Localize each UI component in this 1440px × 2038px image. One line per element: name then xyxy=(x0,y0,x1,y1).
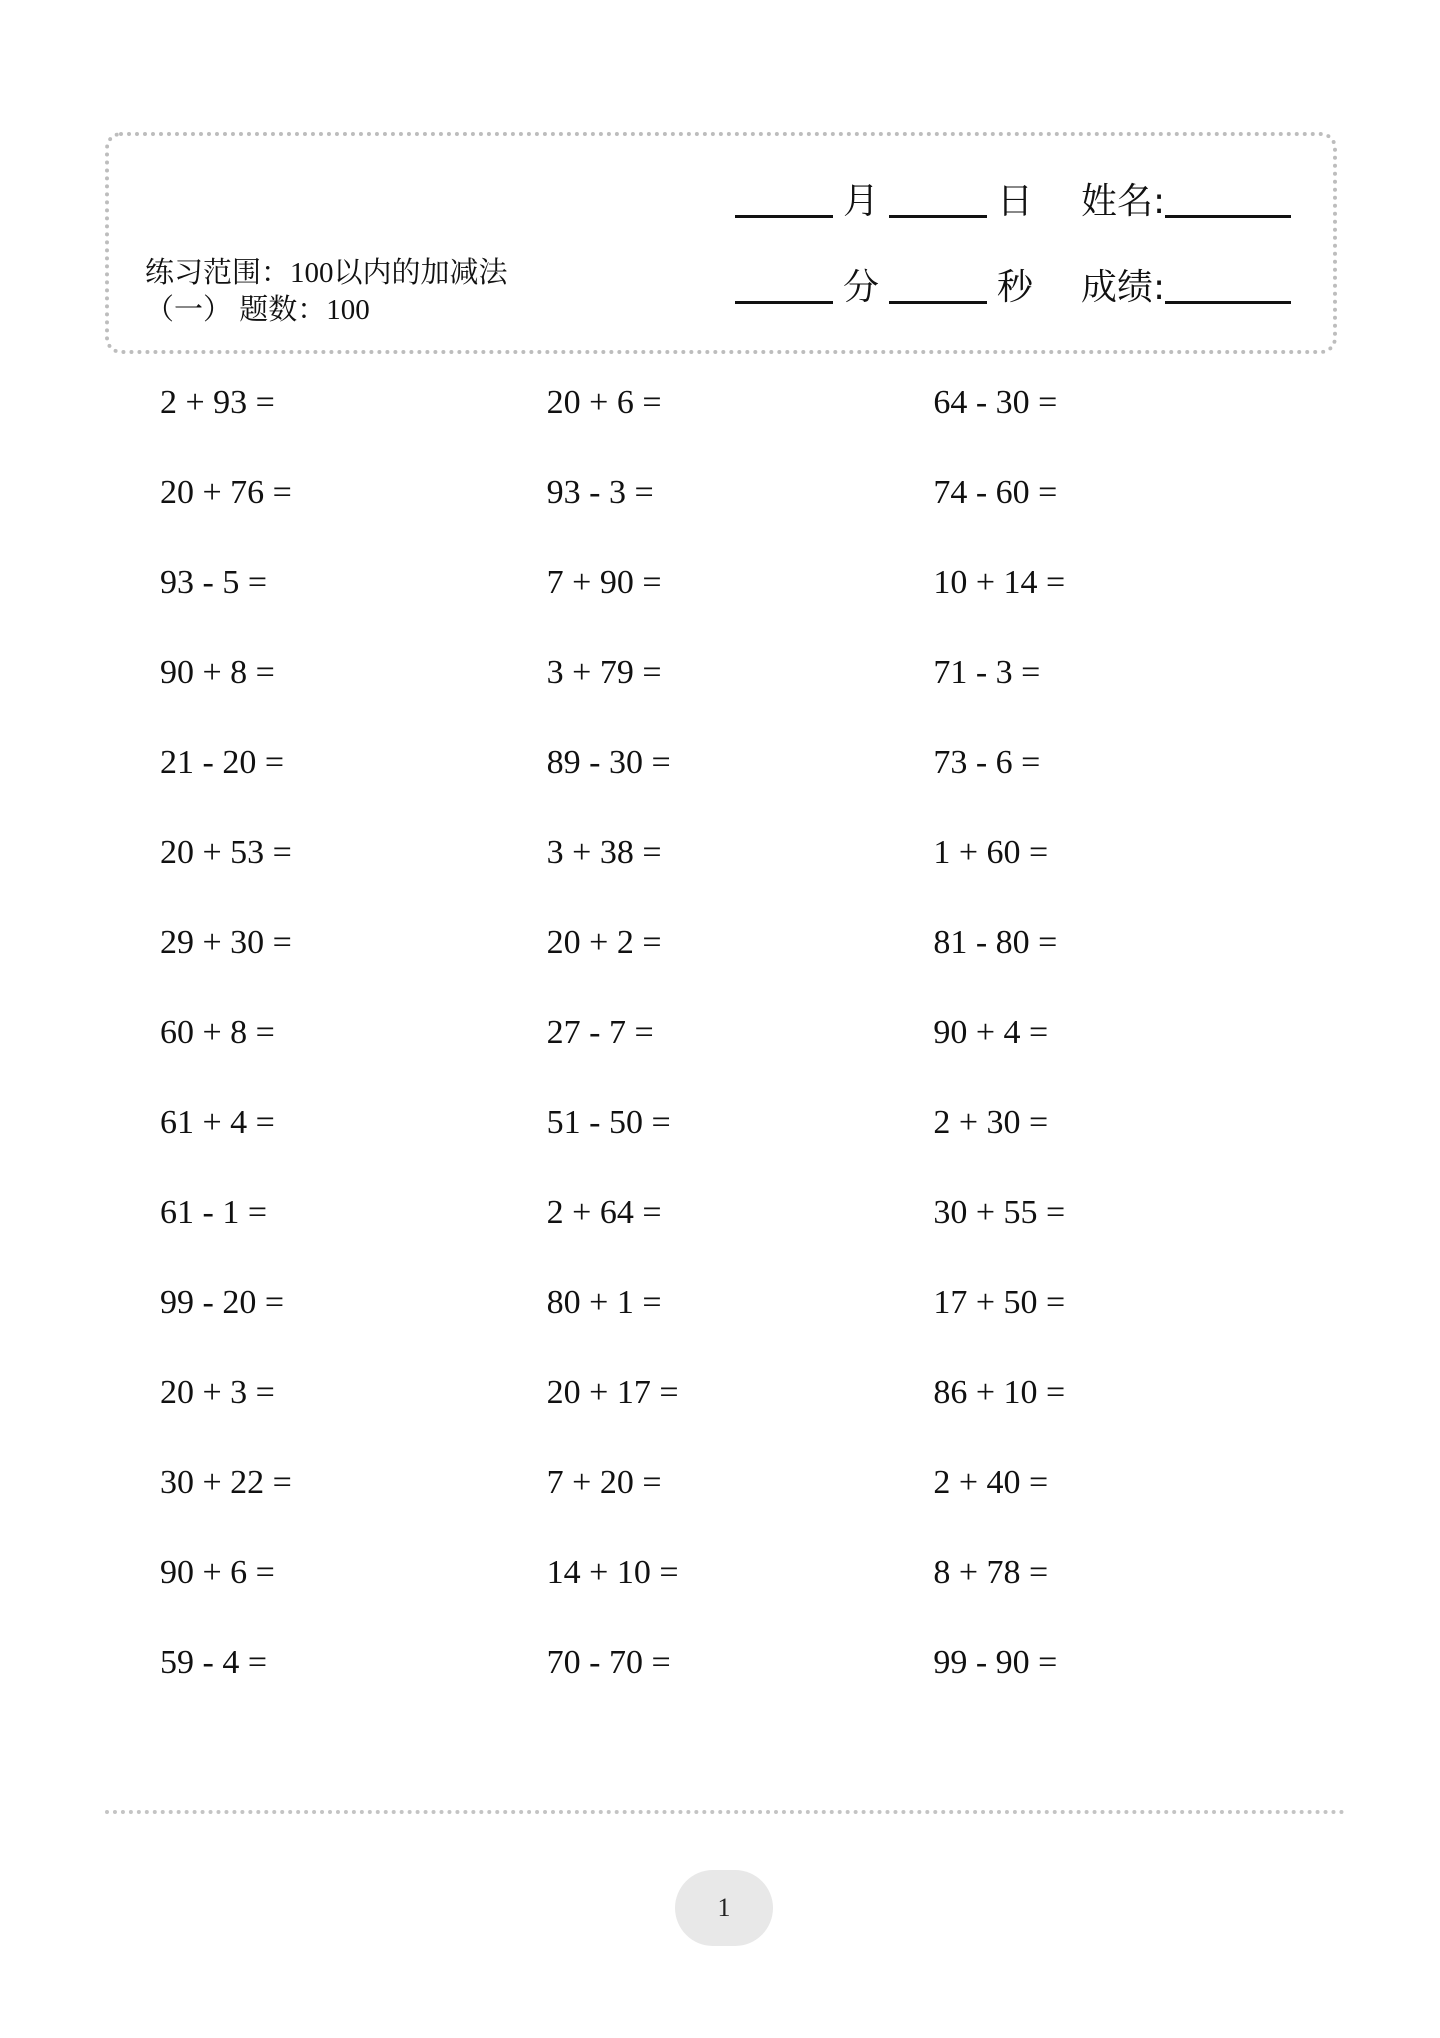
problem-row xyxy=(160,380,1320,470)
date-name-row xyxy=(735,180,1295,224)
problem-item: 10 + 14 = xyxy=(933,564,1066,601)
problem-row xyxy=(160,1280,1320,1370)
problem-item: 93 - 5 = xyxy=(160,564,267,601)
problem-row xyxy=(160,650,1320,740)
problem-row xyxy=(160,470,1320,560)
problem-item: 7 + 90 = xyxy=(546,564,662,601)
problem-item: 3 + 38 = xyxy=(546,834,662,871)
problem-item: 20 + 53 = xyxy=(160,834,292,871)
problem-item: 2 + 40 = xyxy=(933,1464,1049,1501)
problem-item: 71 - 3 = xyxy=(933,654,1041,691)
problem-item: 64 - 30 = xyxy=(933,384,1058,421)
problem-row xyxy=(160,560,1320,650)
name-blank[interactable] xyxy=(1165,214,1291,218)
problem-row xyxy=(160,740,1320,830)
problem-item: 17 + 50 = xyxy=(933,1284,1066,1321)
problem-item: 90 + 8 = xyxy=(160,654,275,691)
problem-item: 30 + 55 = xyxy=(933,1194,1066,1231)
problem-item: 99 - 90 = xyxy=(933,1644,1058,1681)
question-count: （一） 题数：100 xyxy=(145,294,370,326)
second-label: 秒 xyxy=(997,267,1034,308)
time-score-row xyxy=(735,266,1295,310)
problem-item: 14 + 10 = xyxy=(546,1554,679,1591)
second-blank[interactable] xyxy=(889,300,987,304)
problem-item: 70 - 70 = xyxy=(546,1644,671,1681)
problem-item: 8 + 78 = xyxy=(933,1554,1049,1591)
problem-item: 2 + 93 = xyxy=(160,384,275,421)
month-label: 月 xyxy=(843,181,880,222)
problem-item: 20 + 76 = xyxy=(160,474,292,511)
problem-row xyxy=(160,920,1320,1010)
problem-item: 61 + 4 = xyxy=(160,1104,275,1141)
problem-item: 60 + 8 = xyxy=(160,1014,275,1051)
problem-item: 74 - 60 = xyxy=(933,474,1058,511)
problem-item: 21 - 20 = xyxy=(160,744,284,781)
problem-item: 86 + 10 = xyxy=(933,1374,1066,1411)
minute-label: 分 xyxy=(843,267,880,308)
problem-item: 89 - 30 = xyxy=(546,744,671,781)
problem-item: 20 + 3 = xyxy=(160,1374,275,1411)
problem-item: 99 - 20 = xyxy=(160,1284,284,1321)
problem-row xyxy=(160,1460,1320,1550)
name-label: 姓名: xyxy=(1081,181,1166,222)
problem-row xyxy=(160,1010,1320,1100)
practice-range: 练习范围：100以内的加减法 xyxy=(145,257,508,289)
page-number: 1 xyxy=(675,1870,773,1946)
problem-item: 2 + 30 = xyxy=(933,1104,1049,1141)
problem-grid xyxy=(160,380,1320,1730)
problem-item: 7 + 20 = xyxy=(546,1464,662,1501)
problem-row xyxy=(160,1550,1320,1640)
problem-item: 93 - 3 = xyxy=(546,474,654,511)
problem-item: 90 + 6 = xyxy=(160,1554,275,1591)
minute-blank[interactable] xyxy=(735,300,833,304)
problem-item: 2 + 64 = xyxy=(546,1194,662,1231)
bottom-divider xyxy=(105,1810,1345,1814)
problem-item: 80 + 1 = xyxy=(546,1284,662,1321)
problem-row xyxy=(160,1190,1320,1280)
problem-item: 1 + 60 = xyxy=(933,834,1049,871)
problem-item: 51 - 50 = xyxy=(546,1104,671,1141)
problem-item: 20 + 6 = xyxy=(546,384,662,421)
problem-item: 61 - 1 = xyxy=(160,1194,267,1231)
month-blank[interactable] xyxy=(735,214,833,218)
problem-item: 29 + 30 = xyxy=(160,924,292,961)
problem-item: 20 + 2 = xyxy=(546,924,662,961)
problem-item: 73 - 6 = xyxy=(933,744,1041,781)
problem-item: 30 + 22 = xyxy=(160,1464,292,1501)
problem-item: 3 + 79 = xyxy=(546,654,662,691)
problem-row xyxy=(160,1370,1320,1460)
problem-item: 27 - 7 = xyxy=(546,1014,654,1051)
problem-item: 20 + 17 = xyxy=(546,1374,679,1411)
problem-item: 90 + 4 = xyxy=(933,1014,1049,1051)
problem-item: 59 - 4 = xyxy=(160,1644,267,1681)
problem-item: 81 - 80 = xyxy=(933,924,1058,961)
problem-row xyxy=(160,1100,1320,1190)
score-blank[interactable] xyxy=(1165,300,1291,304)
score-label: 成绩: xyxy=(1081,267,1166,308)
day-blank[interactable] xyxy=(889,214,987,218)
problem-row xyxy=(160,1640,1320,1730)
problem-row xyxy=(160,830,1320,920)
day-label: 日 xyxy=(997,181,1034,222)
